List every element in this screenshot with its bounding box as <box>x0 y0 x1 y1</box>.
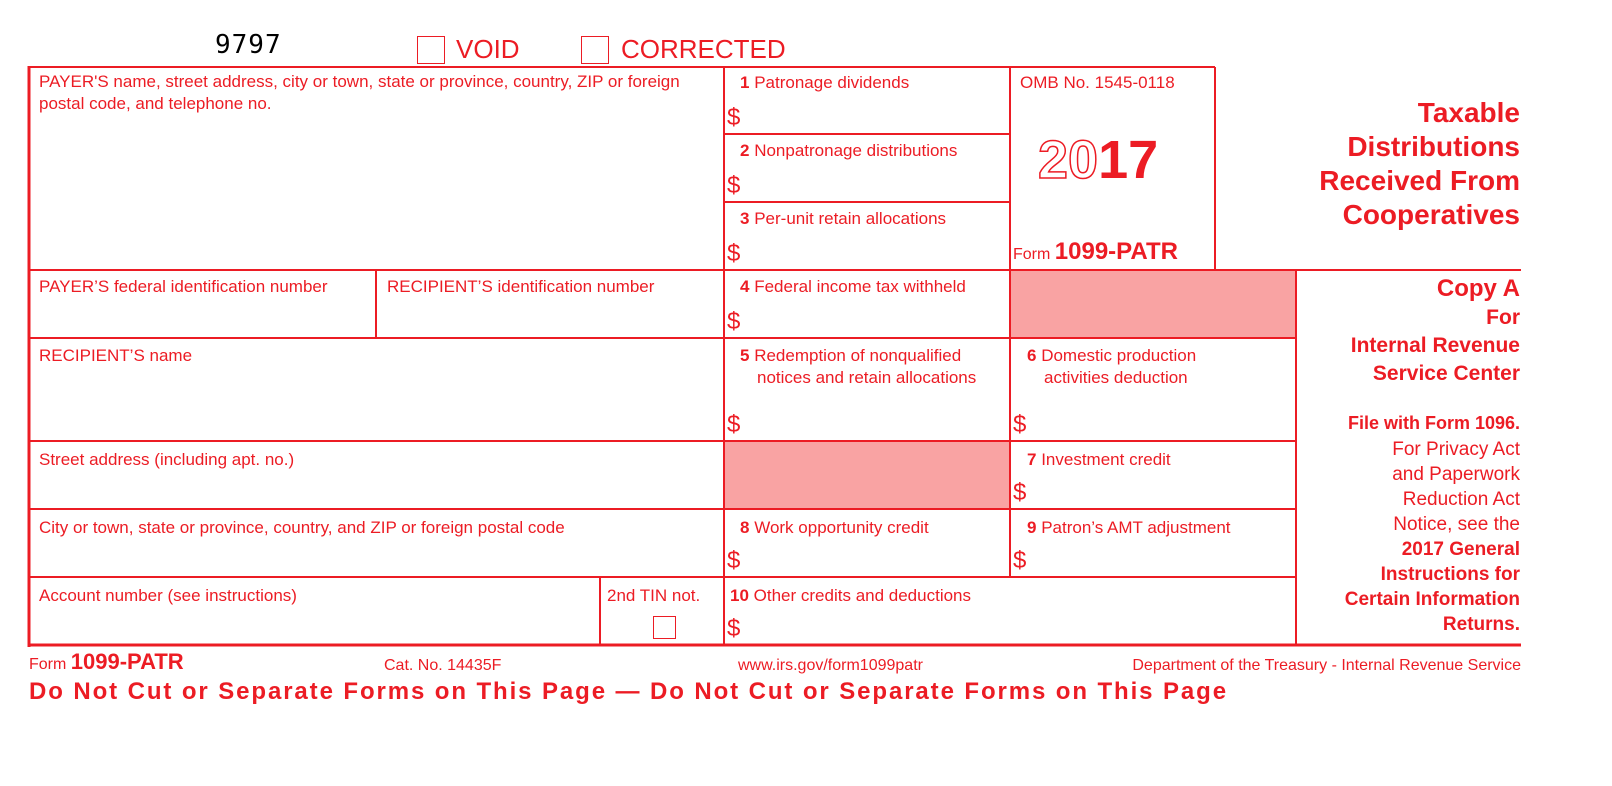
box-2-field[interactable] <box>745 168 1005 200</box>
void-label: VOID <box>456 34 520 64</box>
box-5-number: 5 <box>740 346 750 365</box>
box-5-text-line2: notices and retain allocations <box>757 368 977 387</box>
box-6-field[interactable] <box>1031 404 1291 438</box>
omb-form-word: Form <box>1013 246 1051 263</box>
payer-name-label: PAYER'S name, street address, city or town, state or province, country, ZIP or foreign postal code, and telephone no. <box>39 72 680 113</box>
box-1-dollar: $ <box>727 104 741 131</box>
box-6-dollar: $ <box>1013 411 1027 438</box>
recipient-tin-field[interactable] <box>378 300 722 336</box>
box-1-label <box>740 72 909 94</box>
general-instructions-line2: Instructions for <box>1380 564 1520 585</box>
form-title-line2: Distributions <box>1347 131 1520 162</box>
box-9-field[interactable] <box>1031 543 1291 575</box>
form-number-code: 9797 <box>215 30 282 60</box>
copy-a-irs-line1: Internal Revenue <box>1350 334 1520 357</box>
box-4-text: Federal income tax withheld <box>754 277 966 296</box>
street-address-label: Street address (including apt. no.) <box>39 450 295 469</box>
box-1-field[interactable] <box>745 100 1005 132</box>
footer-form-word: Form <box>29 656 67 673</box>
privacy-line1: For Privacy Act <box>1392 439 1520 460</box>
box-1-text: Patronage dividends <box>754 73 910 92</box>
box-9-label <box>1027 517 1231 539</box>
footer-form-name: 1099-PATR <box>70 649 184 674</box>
footer-cat-no: Cat. No. 14435F <box>384 657 502 674</box>
box-8-field[interactable] <box>745 543 1005 575</box>
payer-tin-field[interactable] <box>31 300 374 336</box>
payer-tin-label: PAYER’S federal identification number <box>39 277 328 296</box>
general-instructions-line4: Returns. <box>1442 614 1520 635</box>
general-instructions-line3: Certain Information <box>1344 589 1520 610</box>
box-5-text-line1: Redemption of nonqualified <box>754 346 962 365</box>
box-7-text: Investment credit <box>1041 450 1171 469</box>
street-address-field[interactable] <box>31 474 721 507</box>
box-5-dollar: $ <box>727 411 741 438</box>
recipient-tin-label: RECIPIENT’S identification number <box>387 277 655 296</box>
file-with-1096: File with Form 1096. <box>1347 413 1520 433</box>
box-3-field[interactable] <box>745 236 1005 268</box>
box-5-field[interactable] <box>745 404 1005 438</box>
form-title <box>1230 96 1520 232</box>
box-4-label <box>740 276 966 298</box>
form-title-line1: Taxable <box>1417 97 1520 128</box>
box-6-text-line1: Domestic production <box>1041 346 1197 365</box>
payer-name-field[interactable] <box>31 115 721 267</box>
privacy-line2: and Paperwork <box>1392 464 1520 485</box>
shaded-cell-middle <box>725 442 1009 508</box>
box-5-label <box>740 345 976 389</box>
box-4-number: 4 <box>740 277 750 296</box>
box-3-label <box>740 208 946 230</box>
footer-department: Department of the Treasury - Internal Revenue Service <box>1132 657 1521 674</box>
account-number-label: Account number (see instructions) <box>39 586 297 605</box>
box-7-field[interactable] <box>1031 475 1291 507</box>
box-3-number: 3 <box>740 209 750 228</box>
box-10-text: Other credits and deductions <box>753 586 972 605</box>
box-3-text: Per-unit retain allocations <box>754 209 947 228</box>
box-4-dollar: $ <box>727 308 741 335</box>
omb-form-label <box>1013 238 1178 266</box>
general-instructions-line1: 2017 General <box>1401 539 1520 560</box>
privacy-line3: Reduction Act <box>1402 489 1520 510</box>
box-8-text: Work opportunity credit <box>754 518 929 537</box>
copy-a-title: Copy A <box>1436 275 1520 302</box>
box-6-number: 6 <box>1027 346 1037 365</box>
omb-number: OMB No. 1545-0118 <box>1020 73 1175 92</box>
box-4-field[interactable] <box>745 304 1005 336</box>
box-2-dollar: $ <box>727 172 741 199</box>
box-9-number: 9 <box>1027 518 1037 537</box>
box-7-label <box>1027 449 1171 471</box>
box-7-number: 7 <box>1027 450 1037 469</box>
box-10-number: 10 <box>730 586 749 605</box>
tax-year-outline: 20 <box>1038 130 1099 190</box>
tax-year <box>1038 130 1158 190</box>
box-3-dollar: $ <box>727 240 741 267</box>
do-not-cut-warning: Do Not Cut or Separate Forms on This Page — Do Not Cut or Separate Forms on This Page <box>29 678 1228 705</box>
box-8-label <box>740 517 929 539</box>
form-title-line4: Cooperatives <box>1342 199 1520 230</box>
box-1-number: 1 <box>740 73 750 92</box>
recipient-name-label: RECIPIENT’S name <box>39 346 193 365</box>
box-2-text: Nonpatronage distributions <box>754 141 958 160</box>
box-9-dollar: $ <box>1013 547 1027 574</box>
box-10-label <box>730 585 971 607</box>
second-tin-notice-label: 2nd TIN not. <box>607 586 701 605</box>
account-number-field[interactable] <box>31 610 597 643</box>
box-9-text: Patron’s AMT adjustment <box>1041 518 1231 537</box>
box-2-number: 2 <box>740 141 750 160</box>
shaded-cell-top <box>1011 271 1295 337</box>
box-10-field[interactable] <box>745 611 1291 643</box>
footer-url: www.irs.gov/form1099patr <box>738 657 923 674</box>
privacy-line4: Notice, see the <box>1393 514 1520 535</box>
city-state-zip-label: City or town, state or province, country, and ZIP or foreign postal code <box>39 518 565 537</box>
copy-a-irs-line2: Service Center <box>1372 362 1520 385</box>
copy-a-instructions <box>1298 409 1520 637</box>
recipient-name-field[interactable] <box>31 370 721 438</box>
box-7-dollar: $ <box>1013 479 1027 506</box>
box-6-text-line2: activities deduction <box>1044 368 1188 387</box>
second-tin-notice-checkbox[interactable] <box>653 616 676 639</box>
copy-a-for: For <box>1486 306 1520 329</box>
box-10-dollar: $ <box>727 615 741 642</box>
copy-a-block <box>1300 274 1520 388</box>
box-2-label <box>740 140 957 162</box>
footer-form-label <box>29 649 184 675</box>
city-state-zip-field[interactable] <box>31 542 721 575</box>
corrected-label: CORRECTED <box>621 34 786 64</box>
tax-year-bold: 17 <box>1098 130 1159 190</box>
box-8-dollar: $ <box>727 547 741 574</box>
form-title-line3: Received From <box>1319 165 1520 196</box>
box-6-label <box>1027 345 1196 389</box>
omb-form-name: 1099-PATR <box>1054 238 1178 265</box>
box-8-number: 8 <box>740 518 750 537</box>
